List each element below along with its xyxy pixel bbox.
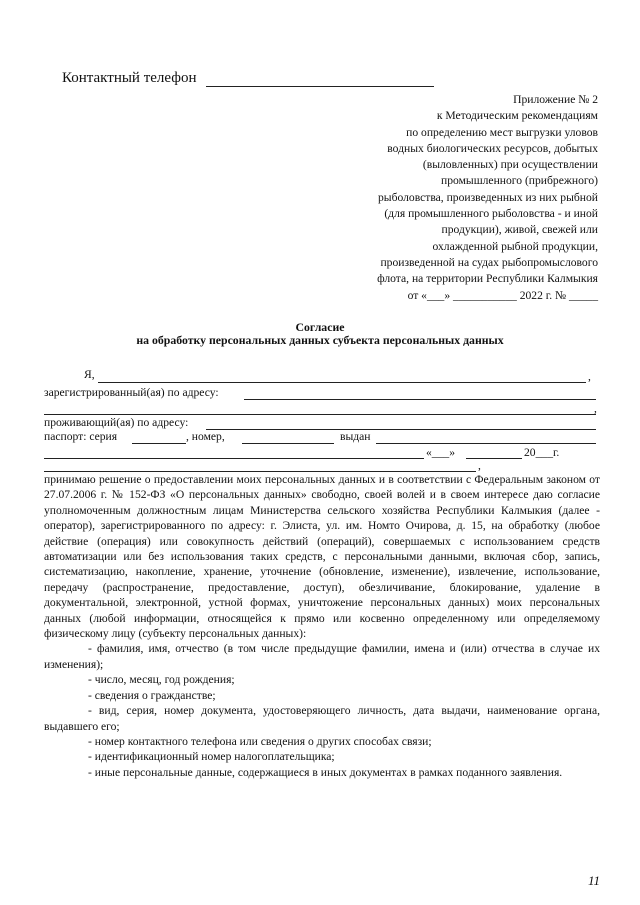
passport-number-field[interactable] <box>242 443 334 444</box>
issue-date-year[interactable]: 20___г. <box>524 446 560 459</box>
appendix-line: Приложение № 2 <box>513 93 598 106</box>
data-item: - номер контактного телефона или сведения о других способах связи; <box>88 734 432 748</box>
appendix-line: (для промышленного рыболовства - и иной <box>384 207 598 221</box>
passport-series-label: паспорт: серия <box>44 430 118 443</box>
data-item: - вид, серия, номер документа, удостоверяющего личность, дата выдачи, наименование органа, выдавшего его; <box>44 704 600 733</box>
data-item: - иные персональные данные, содержащиеся в иных документах в рамках поданного заявления. <box>88 765 563 779</box>
page-number: 11 <box>587 873 600 888</box>
living-address-label: проживающий(ая) по адресу: <box>44 416 189 429</box>
passport-series-field[interactable] <box>132 443 186 444</box>
data-item: - фамилия, имя, отчество (в том числе предыдущие фамилии, имена и (или) отчества в случае их изменения); <box>44 642 600 671</box>
appendix-line: (выловленных) при осуществлении <box>422 158 598 172</box>
issue-date-month-field[interactable] <box>466 458 522 459</box>
appendix-line: произведенной на судах рыбопромыслового <box>380 255 598 269</box>
data-item: - сведения о гражданстве; <box>88 688 216 702</box>
document-title: Согласие <box>295 320 345 334</box>
issued-by-field[interactable] <box>376 443 596 444</box>
appendix-line: к Методическим рекомендациям <box>436 109 598 123</box>
appendix-line: продукции), живой, свежей или <box>441 223 598 237</box>
comma: , <box>594 402 597 415</box>
registered-address-label: зарегистрированный(ая) по адресу: <box>44 386 219 399</box>
appendix-date-line: от «___» ___________ 2022 г. № _____ <box>407 288 598 302</box>
appendix-line: охлажденной рыбной продукции, <box>432 239 598 253</box>
issue-date-day[interactable]: «___» <box>426 446 455 459</box>
registered-address-field-2[interactable] <box>44 414 596 415</box>
data-item: - число, месяц, год рождения; <box>88 673 235 687</box>
full-name-field[interactable] <box>98 382 586 383</box>
appendix-line: по определению мест выгрузки уловов <box>406 125 598 139</box>
appendix-line: рыболовства, произведенных из них рыбной <box>378 190 598 204</box>
consent-intro: принимаю решение о предоставлении моих персональных данных и в соответствии с Федеральным законом от 27.07.2006 г. № 152-ФЗ «О персональных данных» свободно, своей волей и в своем интересе даю согласие уполномоченным должностным лицам Министерства сельского хозяйства Республики Калмыкия (далее - оператор), зарегистрированного по адресу: г. Элиста, ул. им. Номто Очирова, д. 15, на обработку (любое действие (операция) или совокупность действий (операций), совершаемых с использованием средств автоматизации или без использования таких средств, с персональными данными, включая сбор, запись, систематизацию, накопление, хранение, уточнение (обновление, изменение), извлечение, использование, передачу (распространение, предоставление, доступ), обезличивание, блокирование, удаление в документальной, электронной, устной формах, уничтожение персональных данных) моих персональных данных (любой информации, относящейся к прямо или косвенно определенному или определяемому физическому лицу (субъекту персональных данных): <box>44 473 600 641</box>
passport-number-label: , номер, <box>186 430 225 443</box>
data-item: - идентификационный номер налогоплательщика; <box>88 750 335 764</box>
appendix-block <box>298 92 598 304</box>
i-label: Я, <box>84 368 95 381</box>
appendix-line: промышленного (прибрежного) <box>441 174 598 188</box>
appendix-line: водных биологических ресурсов, добытых <box>387 141 598 155</box>
comma: , <box>588 370 591 383</box>
appendix-line: флота, на территории Республики Калмыкия <box>377 272 598 286</box>
contact-phone-label: Контактный телефон <box>62 70 197 86</box>
issued-by-field-2[interactable] <box>44 458 424 459</box>
consent-body <box>44 472 600 780</box>
comma: , <box>478 459 481 472</box>
issued-label: выдан <box>340 430 371 443</box>
document-subtitle: на обработку персональных данных субъекта персональных данных <box>136 333 504 347</box>
living-address-field[interactable] <box>206 429 596 430</box>
contact-phone-field[interactable] <box>206 86 434 87</box>
registered-address-field[interactable] <box>244 399 596 400</box>
